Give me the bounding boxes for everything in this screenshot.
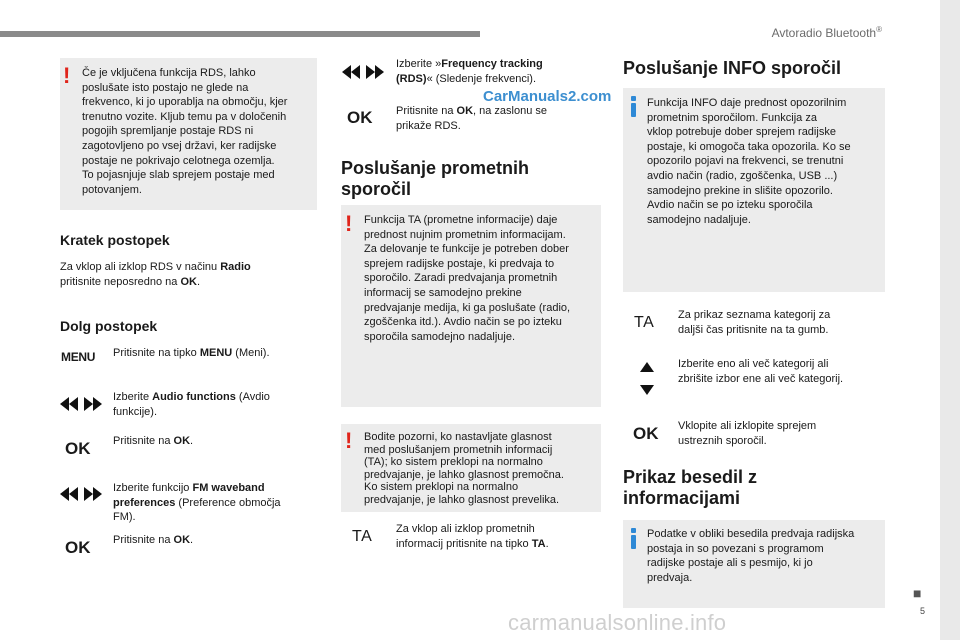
- page-header: Avtoradio Bluetooth®: [771, 25, 882, 40]
- category-select-text: Izberite eno ali več kategorij ali zbrišite izbor ene ali več kategorij.: [678, 358, 844, 385]
- left-right-arrows-icon: [342, 65, 384, 79]
- ok-button-icon: OK: [633, 424, 659, 443]
- ok-button-icon: OK: [347, 108, 373, 127]
- step-rds-ok-text: Pritisnite na OK, na zaslonu se prikaže RDS.: [396, 105, 548, 132]
- info-note-text: Funkcija INFO daje prednost opozorilnim prometnim sporočilom. Funkcija za vklop potrebuje dober sprejem radijske postaje, ki omogoča taka opozorila. Ko se opozorilo pojavi na frekvenci, se trenutni avdio način (radio, zgoščenka, USB ...) samodejno prekine in slišite opozorilo. Avdio način se po izteku sporočila samodejno nadaljuje.: [647, 97, 851, 226]
- category-list-text: Za prikaz seznama kategorij za daljši čas pritisnite na ta gumb.: [678, 309, 831, 336]
- text-info-note-text: Podatke v obliki besedila predvaja radijska postaja in so povezani s programom radijske postaje ali s pesmijo, ki jo predvaja.: [647, 528, 855, 584]
- left-right-arrows-icon: [60, 487, 102, 501]
- step-ok-text: Pritisnite na OK.: [113, 534, 194, 546]
- ta-button-icon: TA: [352, 528, 373, 545]
- ok-button-icon: OK: [65, 439, 91, 458]
- up-down-arrows-icon: [640, 362, 654, 398]
- ta-warning-box: [341, 205, 601, 407]
- left-right-arrows-icon: [60, 397, 102, 411]
- page-number: 5: [920, 606, 926, 616]
- ta-warning-text: Funkcija TA (prometne informacije) daje prednost nujnim prometnim informacijam. Za delovanje te funkcije je potreben dober sprejem radijske postaje, ki predvaja to sporočilo. Zaradi predvajanja prometnih informacij se samodejno prekine predvajanje medija, ki ga poslušate (radio, zgoščenka itd.). Avdio način se po izteku sporočila samodejno nadaljuje.: [364, 214, 571, 343]
- watermark-carmanuals: CarManuals2.com: [483, 88, 612, 105]
- side-strip: [940, 0, 960, 640]
- info-icon: [631, 96, 636, 117]
- warning-icon: !: [63, 63, 71, 88]
- short-procedure-title: Kratek postopek: [60, 232, 170, 248]
- step-menu-text: Pritisnite na tipko MENU (Meni).: [113, 347, 270, 359]
- warning-icon: !: [345, 428, 353, 453]
- menu-button-icon: MENU: [61, 350, 96, 364]
- info-note-box: [623, 88, 885, 292]
- step-ok-text: Pritisnite na OK.: [113, 435, 194, 447]
- ta-button-icon: TA: [634, 314, 655, 331]
- volume-warning-box: [341, 424, 601, 512]
- step-audio-functions-text: Izberite Audio functions (Avdio funkcije).: [113, 391, 270, 418]
- ok-button-icon: OK: [65, 538, 91, 557]
- top-rule: [0, 31, 480, 37]
- info-messages-title: Poslušanje INFO sporočil: [623, 58, 842, 78]
- volume-warning-text: Bodite pozorni, ko nastavljate glasnost med poslušanjem prometnih informacij (TA); ko sistem preklopi na normalno predvajanje, je lahko glasnost premočna. Ko sistem preklopi na normalno predvajanje, je lahko glasnost prevelika.: [364, 431, 564, 506]
- info-icon: [631, 528, 636, 549]
- rds-warning-box: [60, 58, 317, 210]
- ta-toggle-text: Za vklop ali izklop prometnih informacij pritisnite na tipko TA.: [396, 523, 549, 550]
- reception-toggle-text: Vklopite ali izklopite sprejem ustreznih sporočil.: [678, 420, 817, 447]
- step-fm-preferences-text: Izberite funkcijo FM waveband preferences (Preference območja FM).: [113, 482, 281, 524]
- rds-warning-text: Če je vključena funkcija RDS, lahko poslušate isto postajo ne glede na frekvenco, ki jo uporablja na območju, kjer trenutno vozite. Kljub temu pa v določenih pogojih spremljanje postaje RDS ni zagotovljeno po vsej državi, ker radijske postaje ne pokrivajo celotnega ozemlja. To pojasnjuje slab sprejem postaje med potovanjem.: [82, 67, 288, 196]
- short-procedure-text: Za vklop ali izklop RDS v načinu Radio pritisnite neposredno na OK.: [60, 261, 251, 288]
- text-info-title: Prikaz besedil z informacijami: [623, 467, 758, 508]
- traffic-messages-title: Poslušanje prometnih sporočil: [341, 158, 530, 199]
- section-marker: ■: [913, 585, 922, 601]
- text-info-note-box: [623, 520, 885, 608]
- warning-icon: !: [345, 211, 353, 236]
- long-procedure-title: Dolg postopek: [60, 318, 158, 334]
- watermark: carmanualsonline.info: [508, 610, 727, 635]
- step-frequency-tracking-text: Izberite »Frequency tracking (RDS)« (Sledenje frekvenci).: [396, 58, 543, 85]
